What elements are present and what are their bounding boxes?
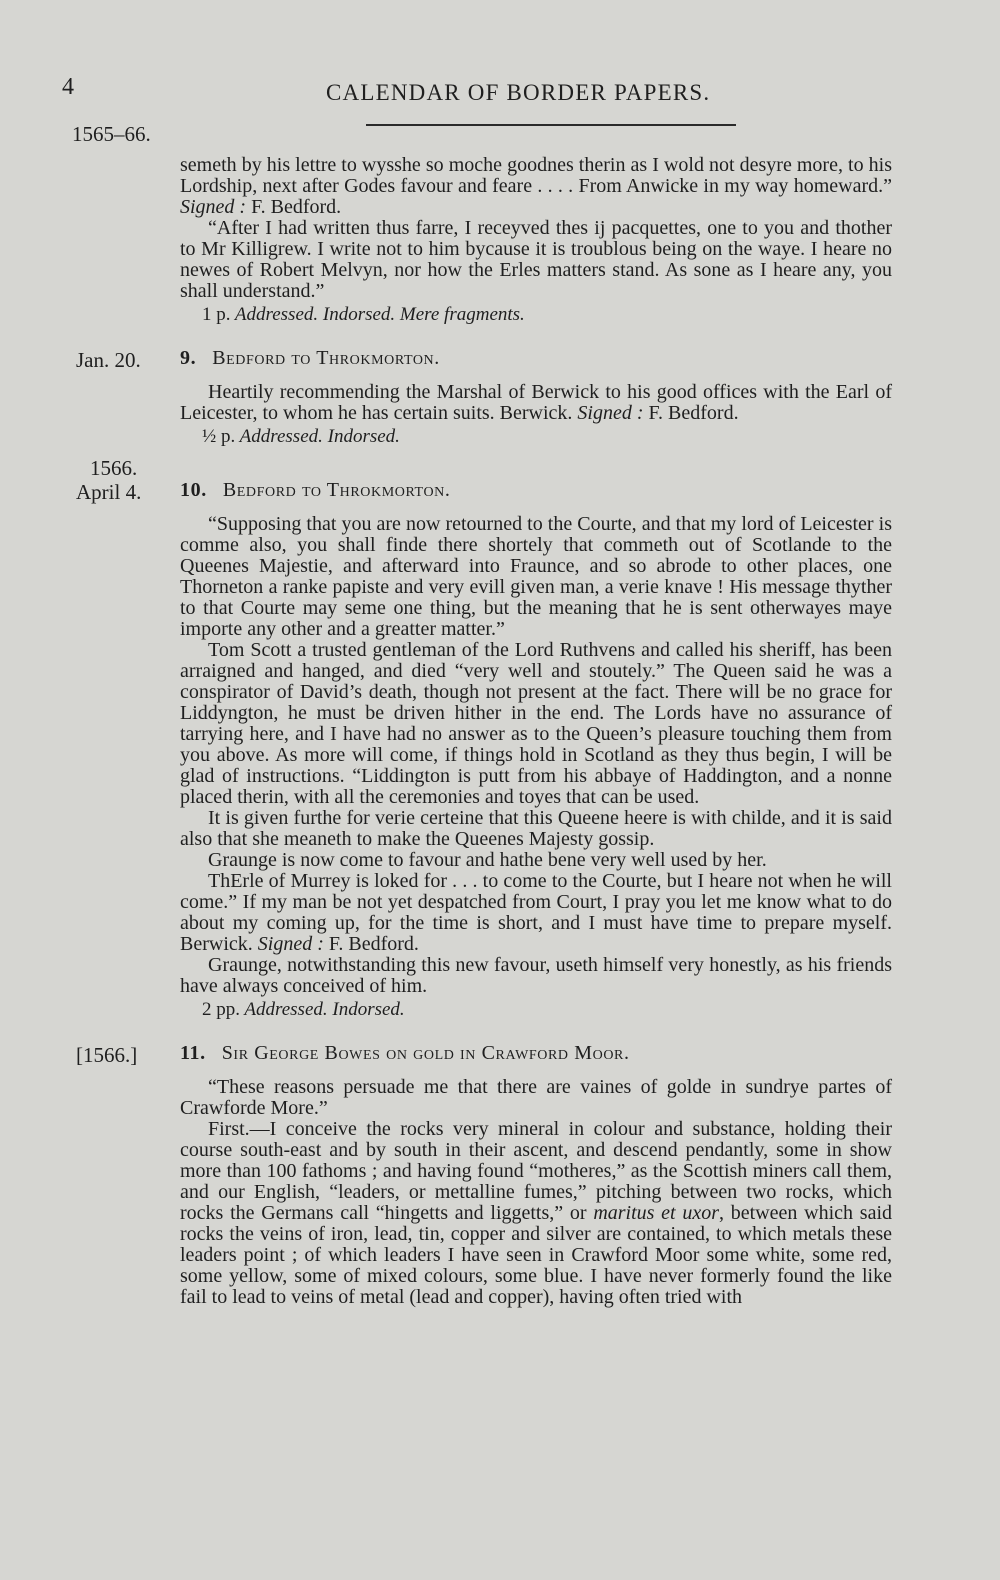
paragraph: First.—I conceive the rocks very mineral in colour and substance, holding their course south-east and by south in their ascent, and descend pendantly, some in show more than 100 fathoms ; and having found “motheres,” as the Scottish miners call them, and our English, “leaders, or mettalline fumes,” pitching between two rocks, which rocks the Germans call “hingetts and liggetts,” or maritus et uxor, between which said rocks the veins of iron, lead, tin, copper and silver are contained, to which metals these leaders point ; of which leaders I have seen in Crawford Moor some white, some red, some yellow, some of mixed colours, some blue. I have never formerly found the like fail to lead to veins of metal (lead and copper), having often tried with bbox=[180, 1118, 892, 1308]
running-title: CALENDAR OF BORDER PAPERS. bbox=[326, 80, 711, 105]
entry-heading: 10. Bedford to Throkmorton. bbox=[180, 479, 451, 501]
paragraph: semeth by his lettre to wysshe so moche goodnes therin as I wold not desyre more, to his Lordship, next after Godes favour and feare . . . . From Anwicke in my way homeward.” Signed : F. Bedford. bbox=[180, 154, 892, 218]
page-header bbox=[62, 72, 892, 112]
entry-date: [1566.] bbox=[76, 1043, 138, 1067]
paragraph: “These reasons persuade me that there are vaines of golde in sundrye partes of Crawforde More.” bbox=[180, 1076, 892, 1119]
paragraph: Heartily recommending the Marshal of Berwick to his good offices with the Earl of Leicester, to whom he has certain suits. Berwick. Signed : F. Bedford. bbox=[180, 381, 892, 424]
entry-11 bbox=[76, 1027, 892, 1308]
date-margin bbox=[76, 155, 180, 332]
entry-heading: 11. Sir George Bowes on gold in Crawford Moor. bbox=[180, 1042, 630, 1064]
entry-date: Jan. 20. bbox=[76, 348, 141, 372]
entry-continuation bbox=[76, 155, 892, 332]
header-rule bbox=[366, 124, 736, 126]
paragraph: Graunge is now come to favour and hathe bene very well used by her. bbox=[208, 849, 767, 871]
page-number: 4 bbox=[62, 74, 74, 100]
document-note: 1 p. Addressed. Indorsed. Mere fragments. bbox=[202, 304, 525, 325]
paragraph: “Supposing that you are now retourned to the Courte, and that my lord of Leicester is comme also, you shall finde there shortely that commeth out of Scotlande to the Queenes Majestie, and afterward into Fraunce, and so abrode to other places, one Thorneton a ranke papiste and very evill given man, a verie knave ! His message thyther to that Courte may seme one thing, but the meaning that he is sent otherwayes maye importe any other and a greatter matter.” bbox=[180, 513, 892, 640]
paragraph: ThErle of Murrey is loked for . . . to come to the Courte, but I heare not when he will come.” If my man be not yet despatched from Court, I pray you let me know what to do about my coming up, for the time is short, and I must have time to prepare myself. Berwick. Signed : F. Bedford. bbox=[180, 870, 892, 955]
paragraph: “After I had written thus farre, I receyved thes ij pacquettes, one to you and thother to Mr Killigrew. I write not to him bycause it is troublous being on the waye. I heare no newes of Robert Melvyn, nor how the Erles matters stand. As sone as I heare any, you shall understand.” bbox=[180, 217, 892, 302]
entry-date: 1566. April 4. bbox=[76, 456, 142, 504]
paragraph: Graunge, notwithstanding this new favour, useth himself very honestly, as his friends have always conceived of him. bbox=[180, 954, 892, 997]
entry-heading: 9. Bedford to Throkmorton. bbox=[180, 347, 440, 369]
paragraph: Tom Scott a trusted gentleman of the Lord Ruthvens and called his sheriff, has been arraigned and hanged, and died “very well and stoutely.” The Queen said he was a conspirator of David’s death, though not present at the fact. There will be no grace for Liddyngton, he must be driven hither in the end. The Lords have no assurance of tarrying here, and I have had no answer as to the Queen’s pleasure touching them from you above. As more will come, if things hold in Scotland as they thus begin, I will be glad of instructions. “Liddington is putt from his abbaye of Haddington, and a nonne placed therin, with all the ceremonies and toyes that can be used. bbox=[180, 639, 892, 808]
document-note: 2 pp. Addressed. Indorsed. bbox=[202, 999, 405, 1020]
entry-9 bbox=[76, 332, 892, 454]
top-date: 1565–66. bbox=[72, 122, 151, 146]
entry-10 bbox=[76, 454, 892, 1027]
paragraph: It is given furthe for verie certeine that this Queene heere is with childe, and it is said also that she meaneth to make the Queenes Majesty gossip. bbox=[180, 807, 892, 850]
document-note: ½ p. Addressed. Indorsed. bbox=[202, 426, 400, 447]
